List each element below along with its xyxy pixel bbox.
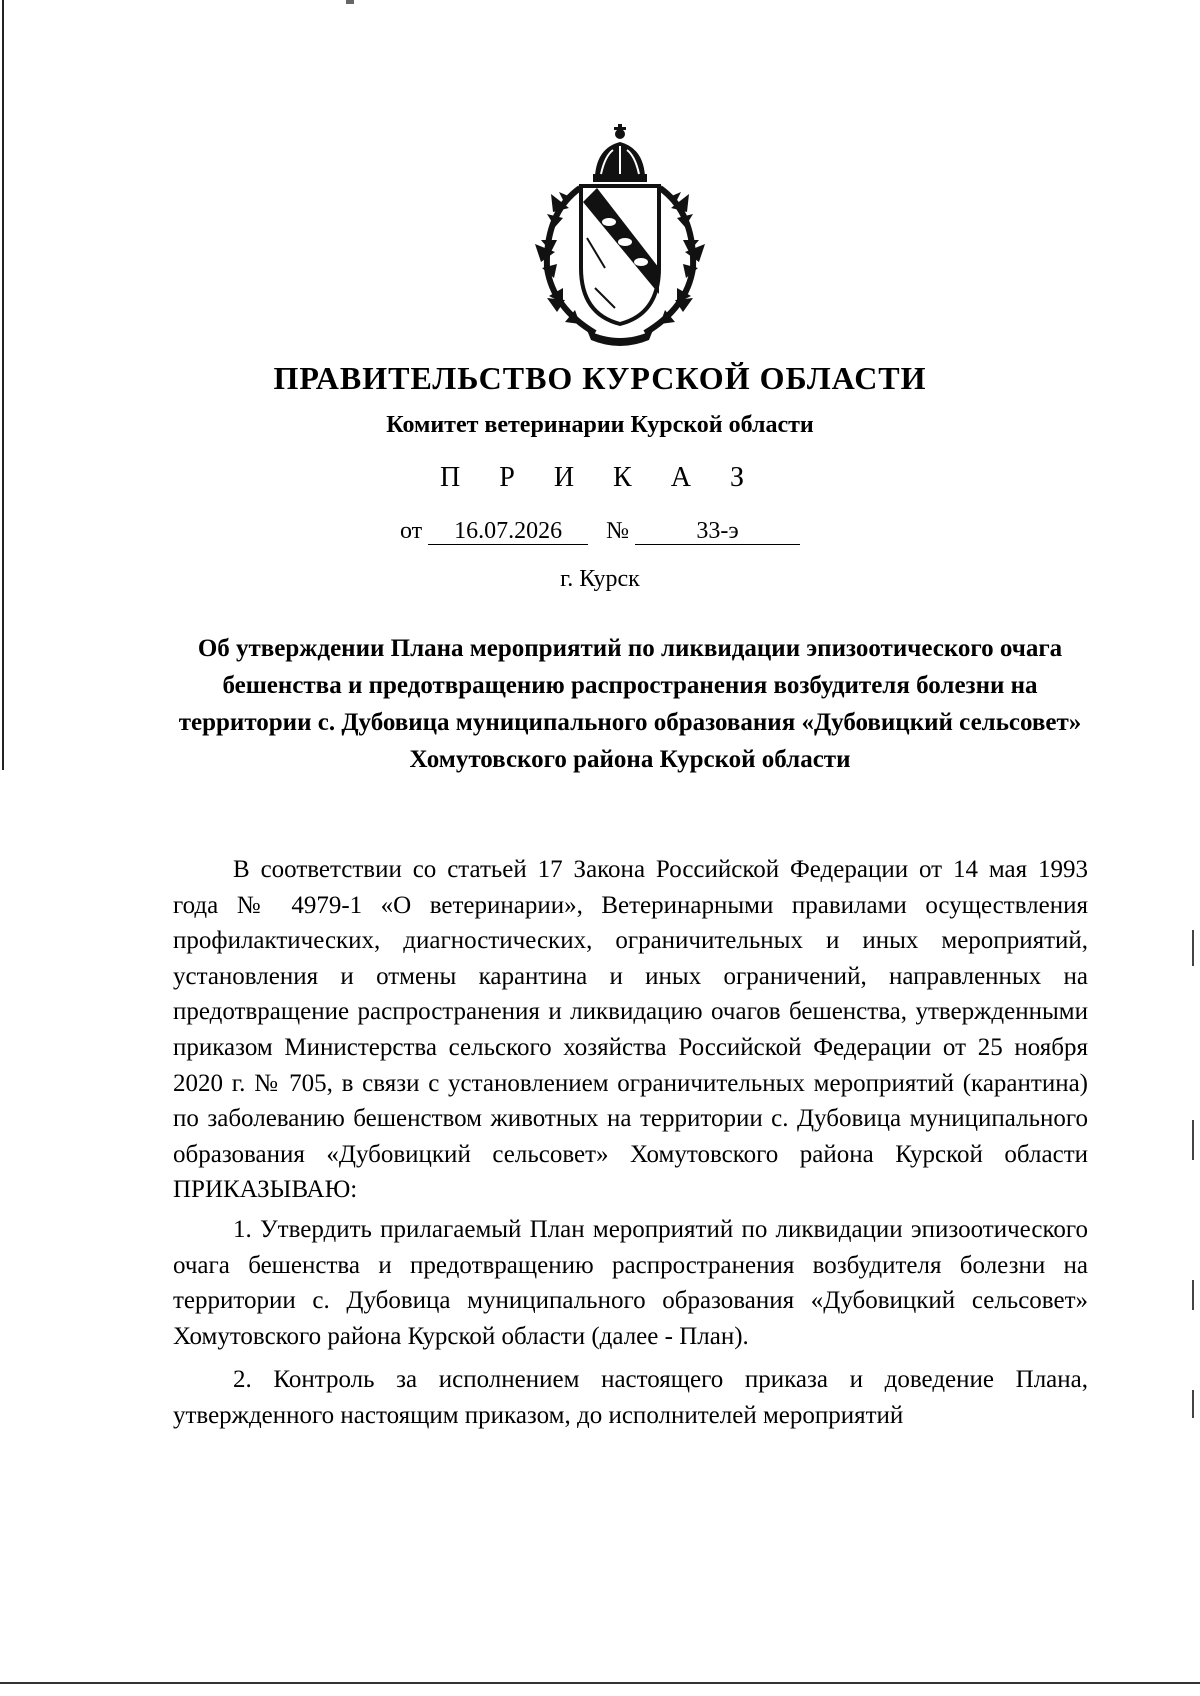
scan-right-mark [1192,930,1194,966]
scan-right-mark [1192,1280,1194,1310]
order-subject: Об утверждении Плана мероприятий по ликвидации эпизоотического очага бешенства и предотвращению распространения возбудителя болезни на территории с. Дубовица муниципального образования «Дубовицкий сельсовет» Хомутовского района Курской области [178,635,1082,773]
order-body [173,852,1088,1434]
order-number: 33-э [635,519,800,545]
scan-right-mark [1192,1120,1194,1160]
scan-edge-bottom [0,1682,1200,1684]
order-city: г. Курск [560,566,640,592]
scan-top-mark [346,0,354,4]
order-date-number-line [0,518,1200,545]
government-title: ПРАВИТЕЛЬСТВО КУРСКОЙ ОБЛАСТИ [273,360,927,396]
preamble-paragraph: В соответствии со статьей 17 Закона Российской Федерации от 14 мая 1993 года № 4979-1 «О ветеринарии», Ветеринарными правилами осуществления профилактических, диагностических, ограничительных и иных мероприятий, установления и отмены карантина и иных ограничений, направленных на предотвращение распространения и ликвидацию очагов бешенства, утвержденными приказом Министерства сельского хозяйства Российской Федерации от 25 ноября 2020 г. № 705, в связи с установлением ограничительных мероприятий (карантина) по заболеванию бешенством животных на территории с. Дубовица муниципального образования «Дубовицкий сельсовет» Хомутовского района Курской области ПРИКАЗЫВАЮ: [173,856,1088,1204]
date-prefix: от [399,518,423,544]
scan-right-mark [1192,1390,1194,1418]
order-item-1: 1. Утвердить прилагаемый План мероприятий по ликвидации эпизоотического очага бешенства и предотвращению распространения возбудителя болезни на территории с. Дубовица муниципального образования «Дубовицкий сельсовет» Хомутовского района Курской области (далее - План). [173,1215,1088,1350]
committee-name: Комитет ветеринарии Курской области [386,412,814,438]
number-sign: № [606,518,630,544]
kursk-coat-of-arms-icon [525,118,715,348]
order-item-2: 2. Контроль за исполнением настоящего приказа и доведение Плана, утвержденного настоящим приказом, до исполнителей мероприятий [173,1366,1088,1429]
order-date: 16.07.2026 [428,519,588,545]
document-type: П Р И К А З [440,462,760,493]
